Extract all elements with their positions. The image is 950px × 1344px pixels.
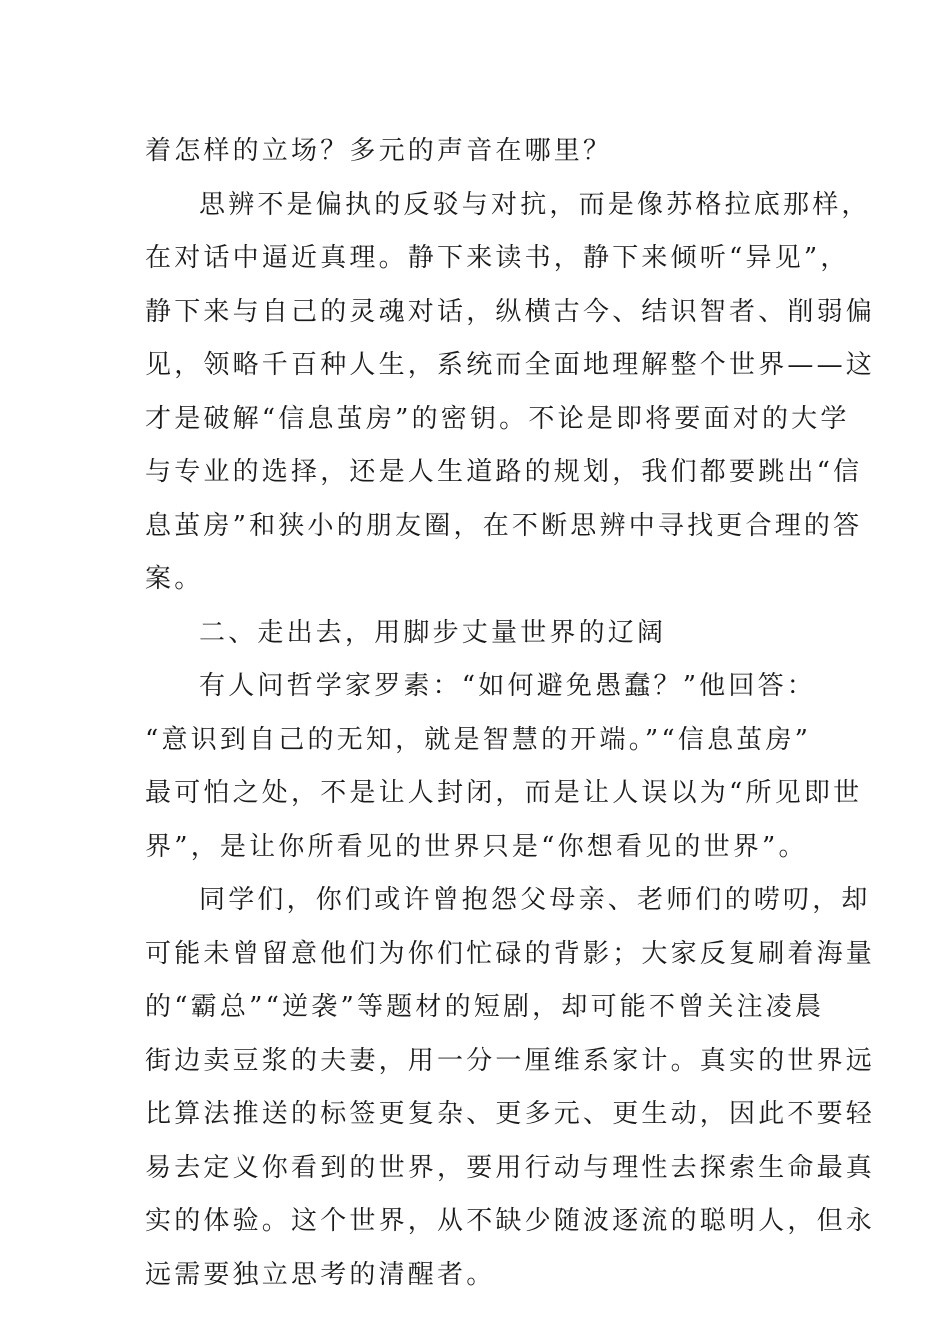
text-line: 才是破解“信息茧房”的密钥。不论是即将要面对的大学 (145, 403, 850, 434)
text-line: 在对话中逼近真理。静下来读书，静下来倾听“异见”， (145, 243, 850, 273)
text-line: 有人问哲学家罗素：“如何避免愚蠢？”他回答： (199, 671, 816, 701)
text-line: 实的体验。这个世界，从不缺少随波逐流的聪明人，但永 (145, 1206, 876, 1236)
text-line: 着怎样的立场？多元的声音在哪里？ (145, 136, 613, 166)
section-heading: 二、走出去，用脚步丈量世界的辽阔 (199, 617, 667, 648)
text-line: 同学们，你们或许曾抱怨父母亲、老师们的唠叨，却 (199, 885, 871, 915)
text-line: 易去定义你看到的世界，要用行动与理性去探索生命最真 (145, 1152, 876, 1183)
document-page (145, 125, 876, 1302)
text-line: 界”，是让你所看见的世界只是“你想看见的世界”。 (145, 831, 808, 862)
text-line: 远需要独立思考的清醒者。 (145, 1259, 496, 1290)
text-line: “意识到自己的无知，就是智慧的开端。”“信息茧房” (145, 724, 812, 755)
text-line: 街边卖豆浆的夫妻，用一分一厘维系家计。真实的世界远 (145, 1045, 876, 1076)
text-line: 思辨不是偏执的反驳与对抗，而是像苏格拉底那样， (199, 189, 871, 220)
text-line: 静下来与自己的灵魂对话，纵横古今、结识智者、削弱偏 (145, 296, 876, 327)
text-line: 见，领略千百种人生，系统而全面地理解整个世界——这 (145, 350, 876, 380)
text-line: 比算法推送的标签更复杂、更多元、更生动，因此不要轻 (145, 1099, 876, 1129)
text-line: 最可怕之处，不是让人封闭，而是让人误以为“所见即世 (145, 778, 863, 808)
text-line: 可能未曾留意他们为你们忙碌的背影；大家反复刷着海量 (145, 938, 876, 969)
text-line: 的“霸总”“逆袭”等题材的短剧，却可能不曾关注凌晨 (145, 992, 825, 1022)
text-line: 案。 (145, 564, 204, 594)
text-line: 与专业的选择，还是人生道路的规划，我们都要跳出“信 (145, 457, 863, 487)
text-line: 息茧房”和狭小的朋友圈，在不断思辨中寻找更合理的答 (145, 510, 863, 541)
